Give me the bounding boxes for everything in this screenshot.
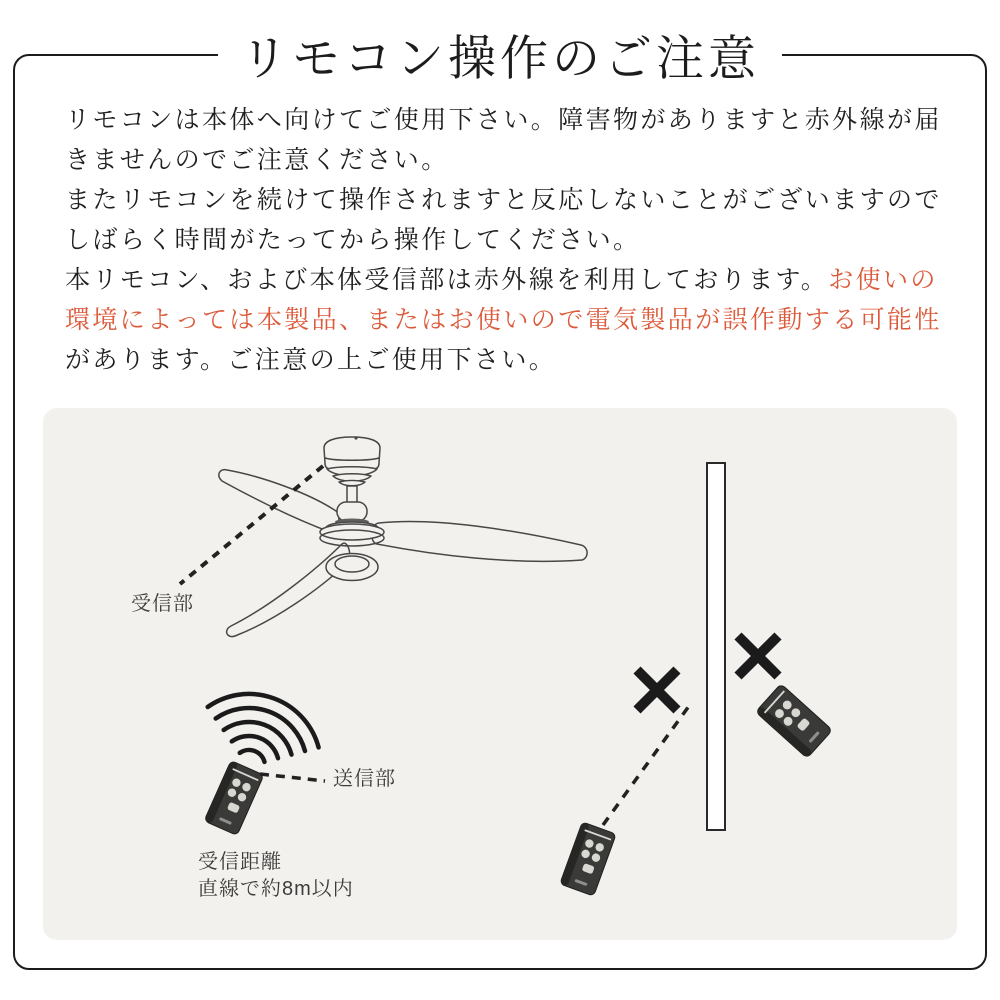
notice-line (65, 300, 965, 340)
x-mark-icon-left (637, 670, 677, 710)
notice-segment-accent: お使いの (828, 266, 938, 294)
transmitter-remote-illustration (204, 761, 264, 836)
notice-text-block (65, 100, 965, 380)
notice-line (65, 140, 965, 180)
blocked-remote-left (560, 822, 616, 896)
blocked-remote-right (756, 684, 833, 758)
notice-segment: 本リモコン、および本体受信部は赤外線を利用しております。 (65, 266, 829, 294)
diagram-canvas (43, 408, 957, 940)
wall-partition (707, 463, 725, 830)
ir-signal-waves-icon (208, 694, 319, 762)
ceiling-fan-illustration (219, 436, 587, 636)
distance-label-line1: 受信距離 (198, 851, 282, 873)
page-title: リモコン操作のご注意 (218, 20, 782, 89)
x-mark-icon-right (738, 636, 778, 676)
notice-line (65, 220, 965, 260)
notice-segment: があります。ご注意の上ご使用下さい。 (65, 346, 557, 374)
distance-label (198, 849, 354, 903)
distance-label-line2: 直線で約8m以内 (198, 878, 354, 900)
notice-segment: きませんのでご注意ください。 (65, 146, 449, 174)
notice-line (65, 180, 965, 220)
notice-segment: またリモコンを続けて操作されますと反応しないことがございますので (65, 186, 942, 214)
diagram-panel (43, 408, 957, 940)
notice-segment: リモコンは本体へ向けてご使用下さい。障害物がありますと赤外線が届 (65, 106, 942, 134)
notice-line (65, 340, 965, 380)
notice-segment: しばらく時間がたってから操作してください。 (65, 226, 641, 254)
notice-line (65, 100, 965, 140)
notice-line (65, 260, 965, 300)
receiver-label: 受信部 (131, 593, 194, 615)
blocked-pointer-line (603, 706, 689, 825)
transmitter-label: 送信部 (333, 768, 396, 790)
notice-segment-accent: 環境によっては本製品、またはお使いので電気製品が誤作動する可能性 (65, 306, 942, 334)
transmitter-pointer-line (260, 774, 325, 781)
